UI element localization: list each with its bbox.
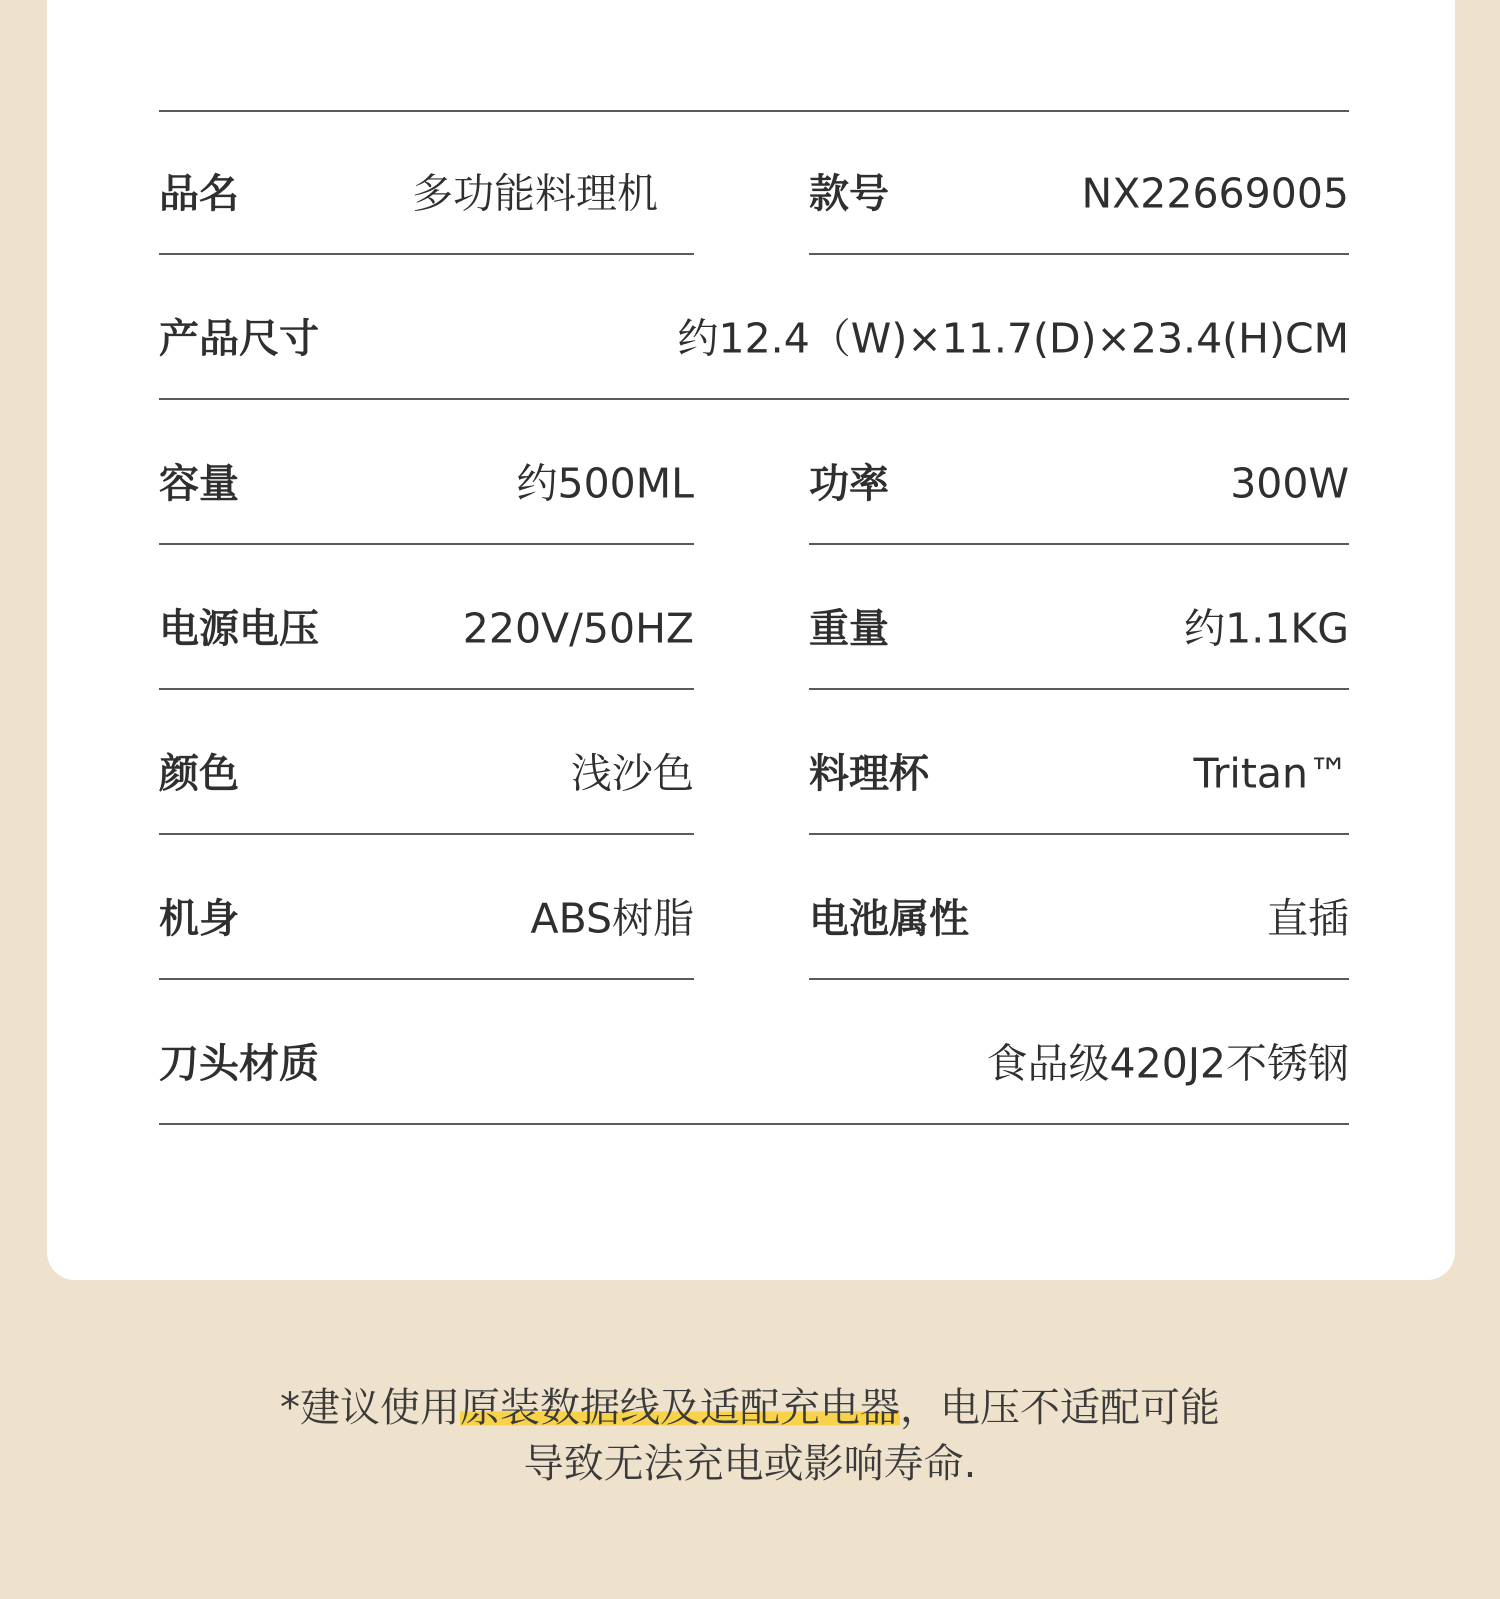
spec-label-cup: 料理杯 bbox=[809, 751, 929, 797]
spec-label-name: 品名 bbox=[159, 171, 239, 217]
spec-value-blade: 食品级420J2不锈钢 bbox=[986, 1039, 1349, 1088]
charger-note bbox=[0, 1380, 1500, 1492]
spec-label-voltage: 电源电压 bbox=[159, 606, 319, 652]
charger-note-prefix: *建议使用 bbox=[280, 1385, 460, 1431]
spec-value-capacity: 约500ML bbox=[516, 459, 694, 508]
spec-value-color: 浅沙色 bbox=[571, 749, 694, 798]
spec-label-size: 产品尺寸 bbox=[159, 316, 319, 362]
spec-value-size: 约12.4（W)×11.7(D)×23.4(H)CM bbox=[677, 314, 1349, 363]
charger-note-line2: 导致无法充电或影响寿命. bbox=[523, 1441, 977, 1487]
spec-value-body: ABS树脂 bbox=[530, 894, 694, 943]
spec-row-power bbox=[809, 400, 1349, 545]
spec-value-name: 多功能料理机 bbox=[412, 169, 658, 218]
spec-row-blade bbox=[159, 980, 1349, 1125]
spec-row-weight bbox=[809, 545, 1349, 690]
spec-label-model: 款号 bbox=[809, 171, 889, 217]
spec-row-capacity bbox=[159, 400, 694, 545]
spec-label-color: 颜色 bbox=[159, 751, 239, 797]
charger-note-suffix: ，电压不适配可能 bbox=[900, 1385, 1220, 1431]
spec-value-battery: 直插 bbox=[1267, 894, 1349, 943]
spec-row-cup bbox=[809, 690, 1349, 835]
spec-value-power: 300W bbox=[1230, 459, 1349, 508]
spec-label-capacity: 容量 bbox=[159, 461, 239, 507]
spec-label-blade: 刀头材质 bbox=[159, 1041, 319, 1087]
spec-row-color bbox=[159, 690, 694, 835]
spec-value-voltage: 220V/50HZ bbox=[462, 604, 694, 653]
spec-label-body: 机身 bbox=[159, 896, 239, 942]
spec-row-body bbox=[159, 835, 694, 980]
spec-row-name bbox=[159, 110, 694, 255]
spec-row-model bbox=[809, 110, 1349, 255]
spec-value-model: NX22669005 bbox=[1081, 169, 1349, 218]
spec-row-voltage bbox=[159, 545, 694, 690]
spec-label-weight: 重量 bbox=[809, 606, 889, 652]
charger-note-line1 bbox=[0, 1380, 1500, 1436]
spec-label-battery: 电池属性 bbox=[809, 896, 969, 942]
spec-value-weight: 约1.1KG bbox=[1184, 604, 1349, 653]
spec-value-cup: Tritan™ bbox=[1193, 749, 1349, 798]
spec-label-power: 功率 bbox=[809, 461, 889, 507]
spec-row-battery bbox=[809, 835, 1349, 980]
charger-note-highlight: 原装数据线及适配充电器 bbox=[460, 1385, 900, 1431]
spec-row-size bbox=[159, 255, 1349, 400]
